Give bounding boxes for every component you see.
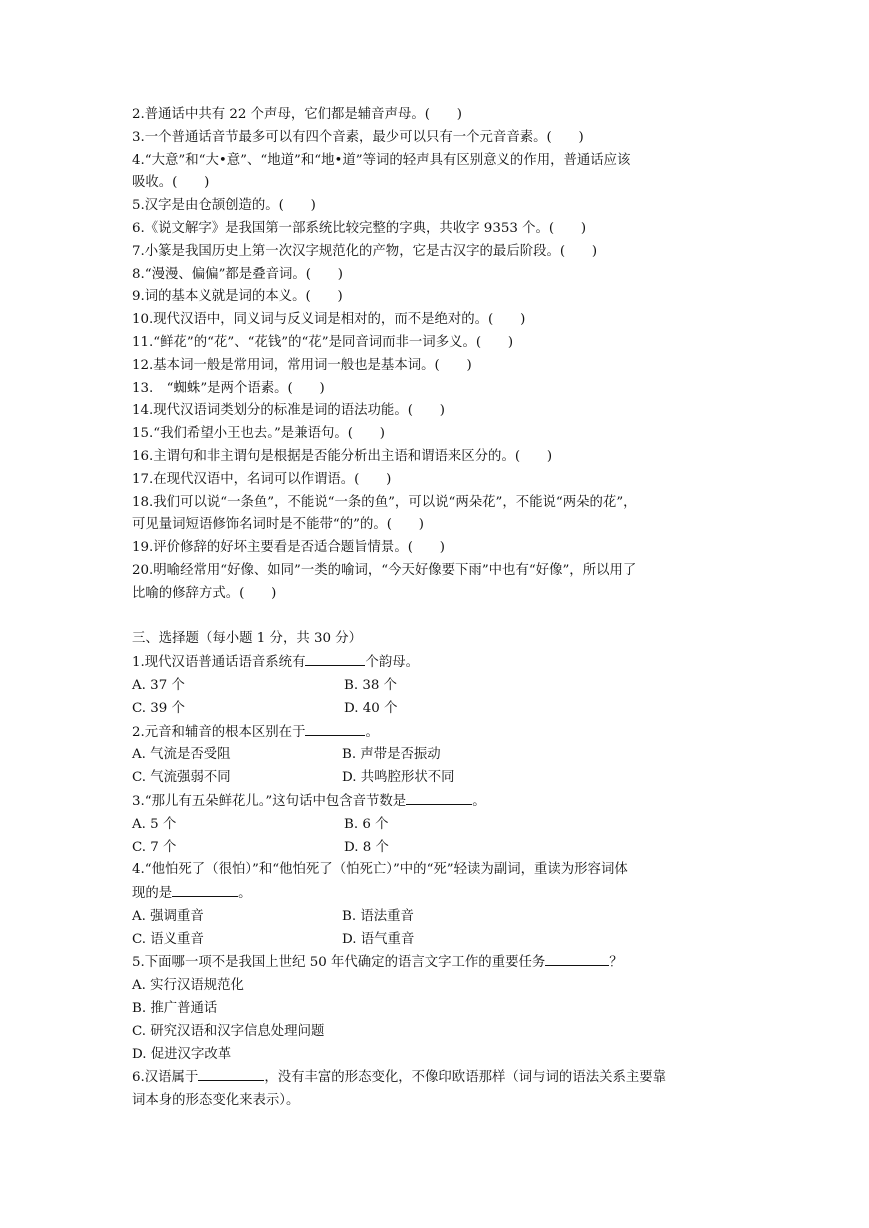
answer-blank — [305, 651, 365, 666]
tf-question-13: 13. “蜘蛛”是两个语素。( ) — [132, 380, 325, 396]
tf-question-12: 12.基本词一般是常用词，常用词一般也是基本词。( ) — [132, 357, 472, 373]
mc-q3-option-a: A. 5 个 — [132, 816, 177, 832]
mc-q4-option-a: A. 强调重音 — [132, 908, 204, 924]
mc-q2-options-row2 — [132, 767, 738, 790]
mc-q1-option-c: C. 39 个 — [132, 700, 185, 716]
mc-q3-text: 3.“那儿有五朵鲜花儿。”这句话中包含音节数是 — [132, 793, 407, 809]
mc-q5-option-a: A. 实行汉语规范化 — [132, 978, 244, 994]
tf-question-7: 7.小篆是我国历史上第一次汉字规范化的产物，它是古汉字的最后阶段。( ) — [132, 243, 598, 259]
mc-q4-option-d: D. 语气重音 — [342, 931, 415, 947]
tf-question-19: 19.评价修辞的好坏主要看是否适合题旨情景。( ) — [132, 540, 445, 556]
mc-q4-option-c: C. 语义重音 — [132, 931, 204, 947]
mc-q5-option-b: B. 推广普通话 — [132, 1001, 218, 1017]
mc-question-4-line2 — [132, 882, 738, 906]
tf-question-4-line1: 4.“大意”和“大•意”、“地道”和“地•道”等词的轻声具有区别意义的作用，普通话应该 — [132, 152, 631, 168]
mc-q3-option-b: B. 6 个 — [344, 816, 389, 832]
tf-question-18-line2: 可见量词短语修饰名词时是不能带“的”的。( ) — [132, 517, 424, 533]
answer-blank — [305, 721, 365, 736]
exam-content — [132, 104, 738, 1113]
mc-question-6-line2: 词本身的形态变化来表示）。 — [132, 1093, 300, 1109]
tf-question-20-line2: 比喻的修辞方式。( ) — [132, 585, 277, 601]
tf-question-11: 11.“鲜花”的“花”、“花钱”的“花”是同音词而非一词多义。( ) — [132, 334, 514, 350]
mc-q5-option-c: C. 研究汉语和汉字信息处理问题 — [132, 1023, 325, 1039]
mc-q4-options-row2 — [132, 929, 738, 952]
mc-q3-options-row1 — [132, 814, 738, 837]
mc-q1-options-row1 — [132, 675, 738, 698]
mc-q3-text-end: 。 — [472, 793, 486, 809]
mc-q1-text: 1.现代汉语普通话语音系统有 — [132, 655, 306, 671]
tf-question-9: 9.词的基本义就是词的本义。( ) — [132, 289, 343, 305]
mc-question-2 — [132, 721, 738, 745]
tf-question-2: 2.普通话中共有 22 个声母，它们都是辅音声母。( ) — [132, 107, 462, 122]
mc-q4-text: 现的是 — [132, 886, 173, 902]
mc-q3-options-row2 — [132, 837, 738, 860]
mc-q2-options-row1 — [132, 744, 738, 767]
tf-question-14: 14.现代汉语词类划分的标准是词的语法功能。( ) — [132, 403, 445, 419]
mc-q2-option-a: A. 气流是否受阻 — [132, 747, 231, 763]
section-heading: 三、选择题（每小题 1 分，共 30 分） — [132, 631, 363, 647]
tf-question-3: 3.一个普通话音节最多可以有四个音素，最少可以只有一个元音音素。( ) — [132, 129, 584, 145]
mc-question-4-line1: 4.“他怕死了（很怕）”和“他怕死了（怕死亡）”中的“死”轻读为副词，重读为形容词体 — [132, 862, 628, 878]
mc-q6-text-end: ，没有丰富的形态变化，不像印欧语那样（词与词的语法关系主要靠 — [264, 1070, 667, 1086]
mc-question-6-line1 — [132, 1066, 738, 1090]
tf-question-6: 6.《说文解字》是我国第一部系统比较完整的字典，共收字 9353 个。( ) — [132, 220, 587, 236]
tf-question-20-line1: 20.明喻经常用“好像、如同”一类的喻词，“今天好像要下雨”中也有“好像”，所以用了 — [132, 562, 637, 578]
tf-question-16: 16.主谓句和非主谓句是根据是否能分析出主语和谓语来区分的。( ) — [132, 448, 553, 464]
mc-q1-options-row2 — [132, 698, 738, 721]
tf-question-4-line2: 吸收。( ) — [132, 175, 210, 191]
mc-q1-option-b: B. 38 个 — [344, 677, 398, 693]
mc-q2-text-end: 。 — [365, 724, 379, 740]
mc-q6-text: 6.汉语属于 — [132, 1070, 199, 1086]
mc-q5-text: 5.下面哪一项不是我国上世纪 50 年代确定的语言文字工作的重要任务 — [132, 955, 546, 971]
mc-q4-options-row1 — [132, 906, 738, 929]
mc-q4-option-b: B. 语法重音 — [342, 908, 414, 924]
mc-q5-option-d: D. 促进汉字改革 — [132, 1046, 232, 1062]
mc-q1-text-end: 个韵母。 — [365, 655, 420, 671]
mc-q1-option-a: A. 37 个 — [132, 677, 185, 693]
tf-question-5: 5.汉字是由仓颉创造的。( ) — [132, 198, 316, 214]
tf-question-18-line1: 18.我们可以说“一条鱼”，不能说“一条的鱼”，可以说“两朵花”，不能说“两朵的花”， — [132, 494, 637, 510]
mc-q2-option-d: D. 共鸣腔形状不同 — [342, 770, 455, 786]
mc-q5-text-end: ？ — [609, 955, 623, 971]
mc-q2-text: 2.元音和辅音的根本区别在于 — [132, 724, 306, 740]
mc-question-5 — [132, 951, 738, 975]
answer-blank — [172, 882, 238, 897]
tf-question-8: 8.“漫漫、偏偏”都是叠音词。( ) — [132, 266, 343, 282]
tf-question-15: 15.“我们希望小王也去。”是兼语句。( ) — [132, 426, 385, 442]
mc-question-3 — [132, 790, 738, 814]
tf-question-10: 10.现代汉语中，同义词与反义词是相对的，而不是绝对的。( ) — [132, 312, 526, 328]
answer-blank — [198, 1066, 264, 1081]
mc-q3-option-c: C. 7 个 — [132, 839, 177, 855]
mc-q2-option-b: B. 声带是否振动 — [342, 747, 441, 763]
mc-question-1 — [132, 651, 738, 675]
section-spacer — [132, 606, 738, 629]
mc-q4-text-end: 。 — [238, 886, 252, 902]
mc-q1-option-d: D. 40 个 — [344, 700, 398, 716]
answer-blank — [545, 951, 609, 966]
mc-q3-option-d: D. 8 个 — [344, 839, 389, 855]
tf-question-17: 17.在现代汉语中，名词可以作谓语。( ) — [132, 471, 392, 487]
mc-q2-option-c: C. 气流强弱不同 — [132, 770, 231, 786]
answer-blank — [406, 790, 472, 805]
